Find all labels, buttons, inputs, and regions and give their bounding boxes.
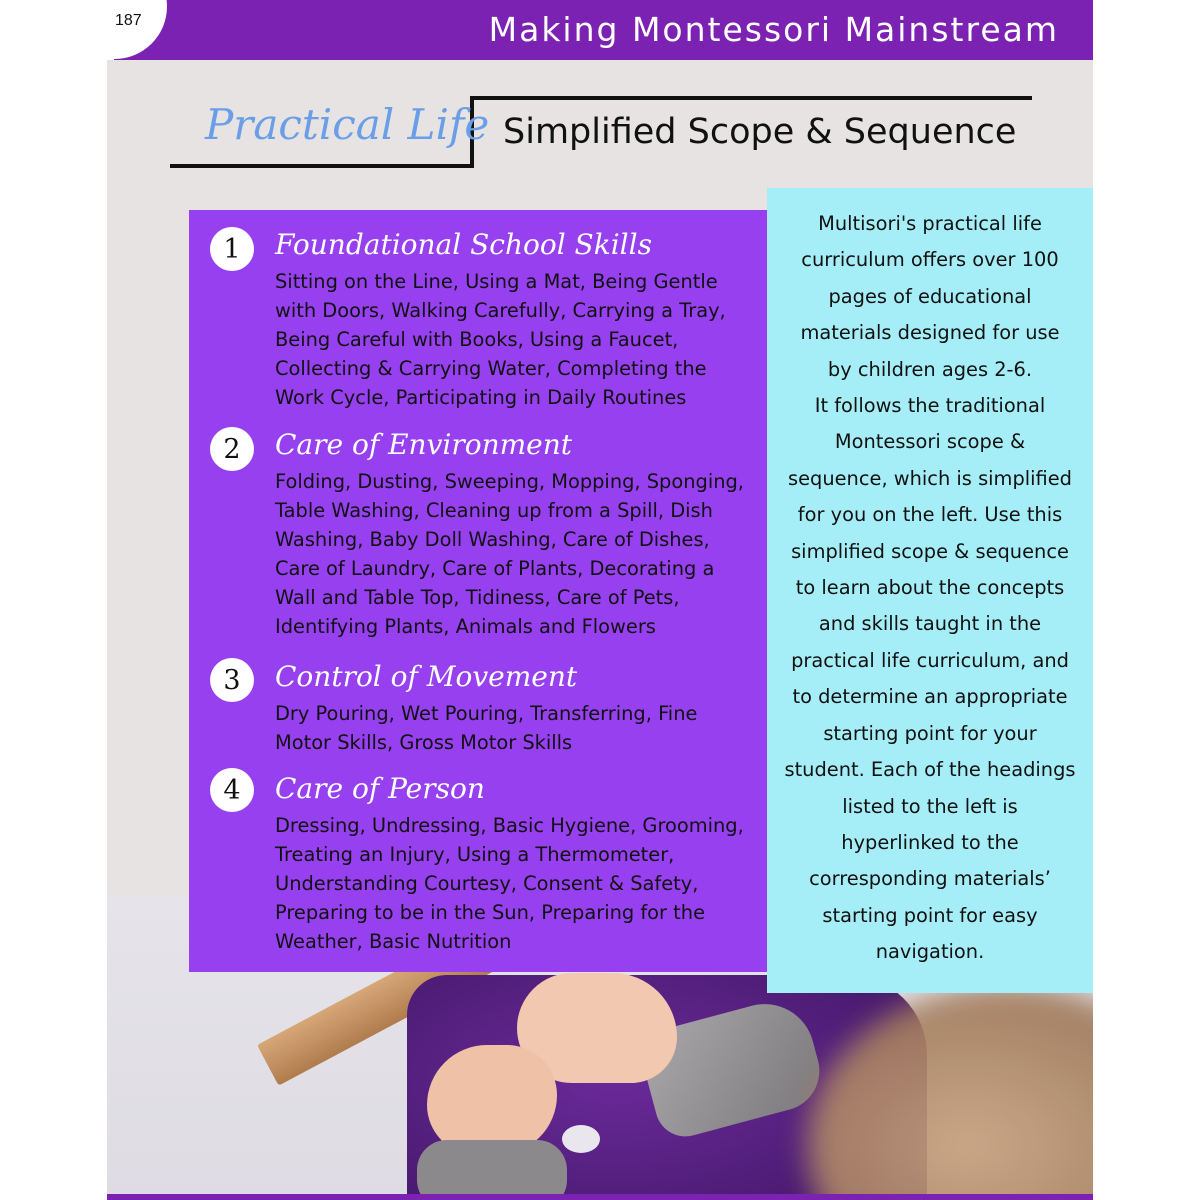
body-line: Sitting on the Line, Using a Mat, Being Gentle xyxy=(275,270,718,293)
section-heading-link[interactable]: Care of Person xyxy=(275,772,485,805)
description-line: corresponding materials’ xyxy=(809,867,1051,891)
body-line: Dressing, Undressing, Basic Hygiene, Grooming, xyxy=(275,814,744,837)
description-line: Montessori scope & xyxy=(834,430,1026,454)
title-underline xyxy=(170,164,474,168)
description-line: curriculum offers over 100 xyxy=(801,248,1059,272)
section-number-badge: 3 xyxy=(210,658,254,702)
body-line: Motor Skills, Gross Motor Skills xyxy=(275,731,573,754)
body-line: Washing, Baby Doll Washing, Care of Dishes, xyxy=(275,528,710,551)
description-line: by children ages 2-6. xyxy=(827,357,1033,381)
description-panel xyxy=(767,188,1093,993)
body-line: Weather, Basic Nutrition xyxy=(275,930,512,953)
section-number-badge: 1 xyxy=(210,227,254,271)
description-line: It follows the traditional xyxy=(814,394,1046,418)
section-number-badge: 4 xyxy=(210,768,254,812)
header-bar xyxy=(107,0,1093,60)
body-line: Collecting & Carrying Water, Completing the xyxy=(275,357,707,380)
body-line: Being Careful with Books, Using a Faucet, xyxy=(275,328,679,351)
description-line: pages of educational xyxy=(828,284,1032,308)
child-hand xyxy=(427,1045,557,1155)
description-line: starting point for your xyxy=(823,721,1037,745)
description-line: materials designed for use xyxy=(800,321,1060,345)
sleeve xyxy=(417,1140,567,1200)
body-line: Dry Pouring, Wet Pouring, Transferring, Fine xyxy=(275,702,698,725)
section-heading-link[interactable]: Care of Environment xyxy=(275,428,573,461)
cloth-button xyxy=(562,1125,600,1153)
description-line: to learn about the concepts xyxy=(795,576,1065,600)
description-line: sequence, which is simplified xyxy=(788,466,1072,490)
body-line: with Doors, Walking Carefully, Carrying a Tray, xyxy=(275,299,726,322)
bottom-strip xyxy=(107,1194,1093,1200)
description-line: simplified scope & sequence xyxy=(791,539,1069,563)
section-body xyxy=(275,467,755,641)
body-line: Preparing to be in the Sun, Preparing for the xyxy=(275,901,706,924)
section-body xyxy=(275,699,755,757)
body-line: Identifying Plants, Animals and Flowers xyxy=(275,615,656,638)
description-line: hyperlinked to the xyxy=(841,830,1019,854)
description-line: Multisori's practical life xyxy=(818,212,1042,235)
body-line: Work Cycle, Participating in Daily Routines xyxy=(275,386,687,409)
body-line: Treating an Injury, Using a Thermometer, xyxy=(275,843,675,866)
page-title: Simplified Scope & Sequence xyxy=(503,112,1017,152)
header-title: Making Montessori Mainstream xyxy=(488,10,1059,49)
description-line: listed to the left is xyxy=(842,794,1018,818)
section-script-title: Practical Life xyxy=(205,100,490,149)
description-line: and skills taught in the xyxy=(818,612,1042,636)
scope-sequence-panel xyxy=(189,210,767,972)
section-body xyxy=(275,811,755,956)
body-line: Table Washing, Cleaning up from a Spill, Dish xyxy=(275,499,713,522)
body-line: Folding, Dusting, Sweeping, Mopping, Sponging, xyxy=(275,470,744,493)
section-body xyxy=(275,267,755,412)
page-number: 187 xyxy=(115,12,142,29)
description-text xyxy=(777,206,1083,971)
description-line: starting point for easy xyxy=(822,903,1038,927)
description-line: to determine an appropriate xyxy=(792,685,1068,709)
description-line: student. Each of the headings xyxy=(784,758,1076,782)
body-line: Wall and Table Top, Tidiness, Care of Pets, xyxy=(275,586,680,609)
body-line: Understanding Courtesy, Consent & Safety, xyxy=(275,872,699,895)
section-number-badge: 2 xyxy=(210,427,254,471)
body-line: Care of Laundry, Care of Plants, Decorating a xyxy=(275,557,715,580)
description-line: practical life curriculum, and xyxy=(791,648,1069,672)
section-heading-link[interactable]: Control of Movement xyxy=(275,660,578,693)
title-overline xyxy=(470,96,1032,100)
description-line: navigation. xyxy=(875,940,985,964)
description-line: for you on the left. Use this xyxy=(797,503,1063,527)
section-heading-link[interactable]: Foundational School Skills xyxy=(275,228,652,261)
